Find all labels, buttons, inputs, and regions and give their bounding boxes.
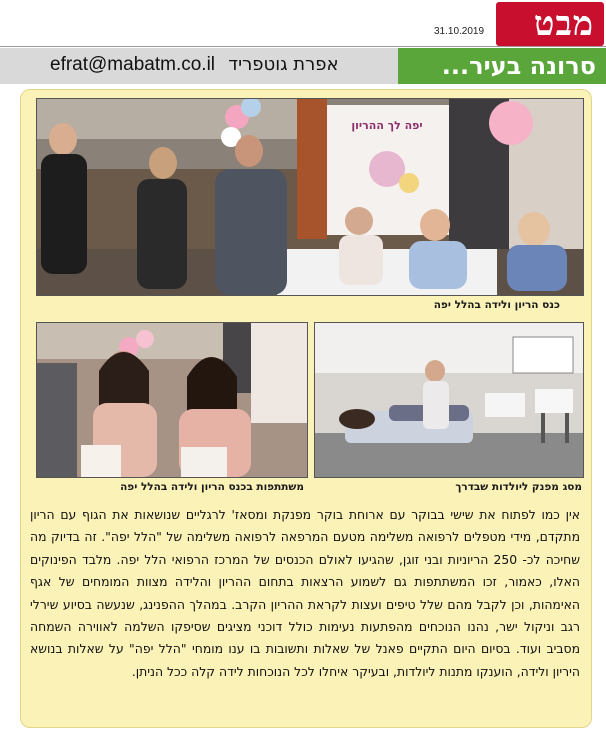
conference-scene	[37, 99, 583, 295]
author-line	[50, 54, 339, 76]
article-body	[30, 504, 580, 683]
article-paragraph: אין כמו לפתוח את שישי בבוקר עם ארוחת בוקר מפנקת ומסאז' לרגליים שנושאות את הגוף עם הריון מתקדם, מידי מטפלים לרפואה משלימה מטעם המרפאה לרפואה משלימה של "הלל יפה". זה בדיוק מה שחיכה לכ- 250 הריוניות ובני זוגן, שהגיעו לאולם הכנסים של המרכז הרפואי הלל יפה. מלבד הפינוקים האלו, כאמור, זכו המשתתפות גם לשמוע הרצאות בתחום ההריון והלידה מצוות המומחים של אגף האימהות, וכן לקבל מהם שלל טיפים ועצות לקראת ההריון הקרב. במהלך ההפנינג, שנעשה בסיוע שירלי רגב וניקול ישר, נהנו הנוכחים מהפתעות נעימות כולל דוכני מציגים שסיפקו השלמה לאווירה השמחה מסביב ועוד. בסיום היום התקיים פאנל של שאלות ותשובות בו ענו מומחי "הלל יפה" על שאלות בנושא היריון ולידה, הוענקו מתנות ליולדות, ובעיקר איחלו לכל הנוכחות לידה קלה ככל הניתן.	[30, 507, 580, 679]
top-photo-caption: כנס הריון ולידה בהלל יפה	[433, 299, 560, 311]
massage-scene	[315, 323, 583, 477]
newspaper-logo	[496, 2, 604, 46]
bottom-left-caption: משתתפות בכנס הריון ולידה בהלל יפה	[120, 481, 304, 493]
bottom-left-photo	[36, 322, 308, 478]
top-photo	[36, 98, 584, 296]
section-title-box	[398, 48, 606, 84]
participants-scene	[37, 323, 307, 477]
logo-text: מבט	[533, 4, 594, 44]
bottom-right-caption: מסג מפנק ליולדות שבדרך	[455, 481, 582, 493]
section-title: סרונה בעיר...	[441, 52, 596, 80]
banner-text: יפה לך ההריון	[351, 119, 423, 132]
bottom-right-photo	[314, 322, 584, 478]
author-email[interactable]: efrat@mabatm.co.il	[50, 54, 216, 75]
masthead	[0, 0, 606, 48]
author-name: אפרת גוטפריד	[228, 54, 339, 75]
section-band	[0, 48, 606, 84]
divider	[0, 46, 606, 47]
issue-date: 31.10.2019	[434, 26, 485, 37]
